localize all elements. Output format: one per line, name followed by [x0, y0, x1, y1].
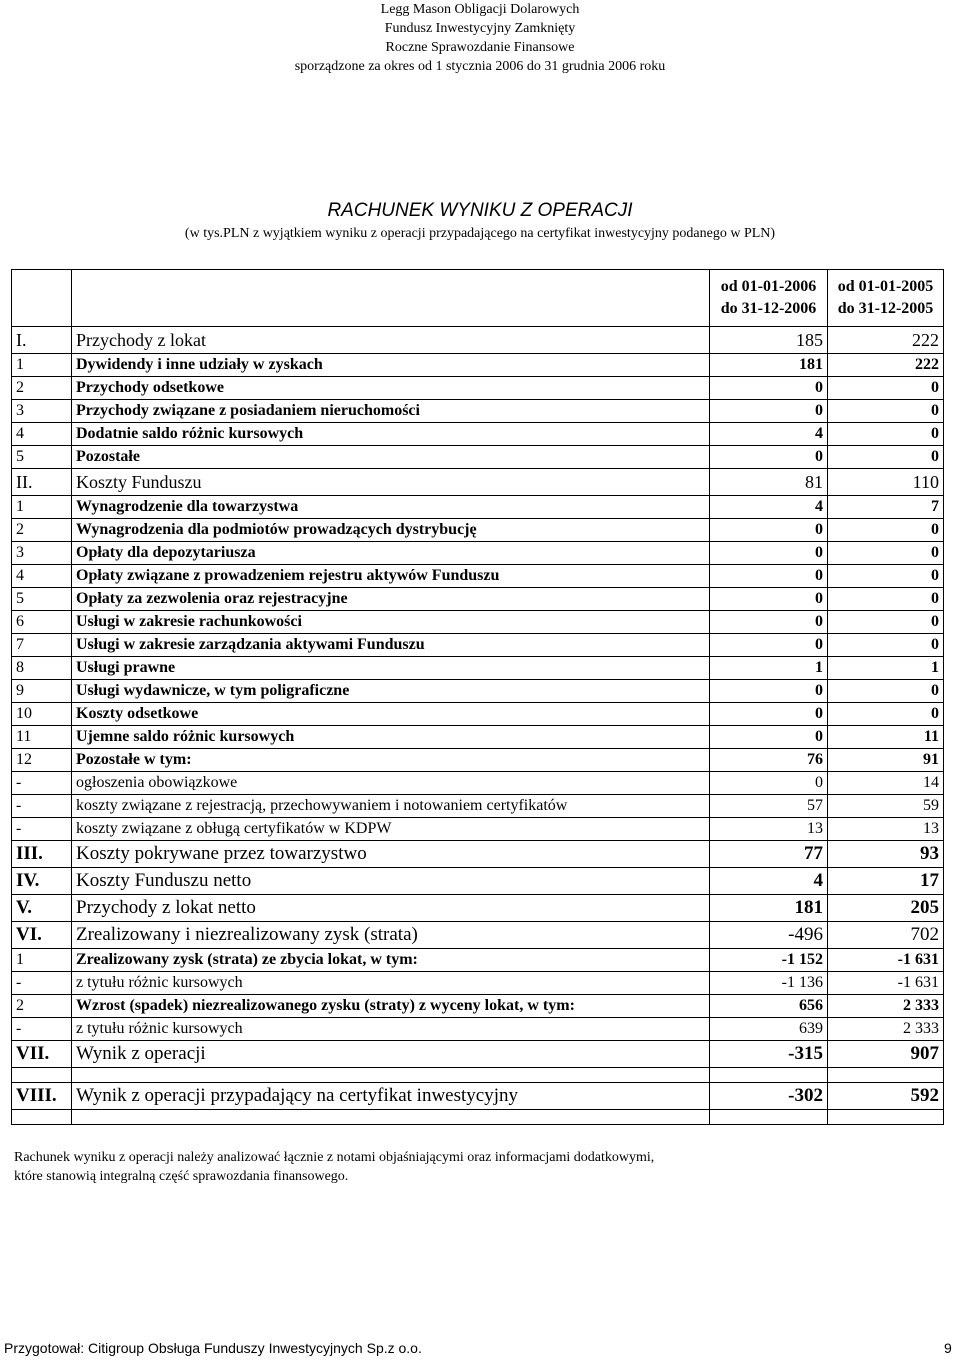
row-number: 2 — [12, 377, 72, 400]
row-label: Usługi wydawnicze, w tym poligraficzne — [72, 680, 710, 703]
value-2005: 222 — [828, 354, 944, 377]
value-2006: 656 — [710, 995, 828, 1018]
value-2005: 0 — [828, 588, 944, 611]
statement-row — [12, 818, 944, 841]
row-number: 10 — [12, 703, 72, 726]
statement-row — [12, 949, 944, 972]
statement-row — [12, 377, 944, 400]
value-2005: 11 — [828, 726, 944, 749]
row-number: 2 — [12, 519, 72, 542]
value-2005: 205 — [828, 895, 944, 922]
row-label: Wzrost (spadek) niezrealizowanego zysku (straty) z wyceny lokat, w tym: — [72, 995, 710, 1018]
statement-subtitle: (w tys.PLN z wyjątkiem wyniku z operacji przypadającego na certyfikat inwestycyjny podanego w PLN) — [184, 226, 776, 241]
statement-row — [12, 995, 944, 1018]
row-number: I. — [12, 327, 72, 354]
statement-row — [12, 469, 944, 496]
row-label: ogłoszenia obowiązkowe — [72, 772, 710, 795]
value-2005: 1 — [828, 657, 944, 680]
row-label: Ujemne saldo różnic kursowych — [72, 726, 710, 749]
statement-row — [12, 772, 944, 795]
value-2006: 81 — [710, 469, 828, 496]
row-label: Usługi w zakresie zarządzania aktywami Funduszu — [72, 634, 710, 657]
value-2005: 0 — [828, 565, 944, 588]
value-2006: 0 — [710, 680, 828, 703]
row-number: VIII. — [12, 1083, 72, 1110]
row-label: Koszty Funduszu — [72, 469, 710, 496]
row-label: Usługi prawne — [72, 657, 710, 680]
row-label: Usługi w zakresie rachunkowości — [72, 611, 710, 634]
value-2005: 0 — [828, 423, 944, 446]
value-2006: 0 — [710, 634, 828, 657]
statement-row — [12, 868, 944, 895]
row-number: 11 — [12, 726, 72, 749]
value-2006: 0 — [710, 400, 828, 423]
statement-row — [12, 749, 944, 772]
value-2005: 13 — [828, 818, 944, 841]
statement-row — [12, 726, 944, 749]
row-number: 7 — [12, 634, 72, 657]
row-number: 4 — [12, 565, 72, 588]
row-label: Koszty pokrywane przez towarzystwo — [72, 841, 710, 868]
value-2006: 76 — [710, 749, 828, 772]
statement-row — [12, 327, 944, 354]
row-label: Zrealizowany i niezrealizowany zysk (strata) — [72, 922, 710, 949]
spacer-row — [12, 1068, 944, 1083]
row-number: 2 — [12, 995, 72, 1018]
document-header — [200, 0, 760, 76]
value-2006: -1 152 — [710, 949, 828, 972]
row-label: Wynagrodzenie dla towarzystwa — [72, 496, 710, 519]
value-2006: 0 — [710, 772, 828, 795]
value-2006: 0 — [710, 565, 828, 588]
spacer-row — [12, 1110, 944, 1125]
value-2005: 0 — [828, 611, 944, 634]
row-label: Przychody z lokat — [72, 327, 710, 354]
statement-row — [12, 588, 944, 611]
statement-row — [12, 703, 944, 726]
column-header-row — [12, 270, 944, 327]
value-2005: -1 631 — [828, 972, 944, 995]
footer-page-number: 9 — [944, 1340, 952, 1356]
value-2006: 0 — [710, 726, 828, 749]
row-label: koszty związane z obługą certyfikatów w KDPW — [72, 818, 710, 841]
row-label: z tytułu różnic kursowych — [72, 1018, 710, 1041]
value-2005: 0 — [828, 703, 944, 726]
row-label: Zrealizowany zysk (strata) ze zbycia lokat, w tym: — [72, 949, 710, 972]
statement-row — [12, 542, 944, 565]
value-2005: 592 — [828, 1083, 944, 1110]
value-2005: 93 — [828, 841, 944, 868]
row-number: 12 — [12, 749, 72, 772]
value-2005: 0 — [828, 400, 944, 423]
row-number: IV. — [12, 868, 72, 895]
value-2005: 2 333 — [828, 1018, 944, 1041]
statement-title: RACHUNEK WYNIKU Z OPERACJI — [327, 200, 633, 221]
value-2006: 0 — [710, 588, 828, 611]
footnote — [14, 1148, 774, 1186]
row-number: - — [12, 972, 72, 995]
row-label: Opłaty dla depozytariusza — [72, 542, 710, 565]
row-label: Pozostałe — [72, 446, 710, 469]
row-number: - — [12, 1018, 72, 1041]
value-2005: 907 — [828, 1041, 944, 1068]
value-2006: 1 — [710, 657, 828, 680]
statement-row — [12, 634, 944, 657]
row-number: 3 — [12, 542, 72, 565]
fund-type: Fundusz Inwestycyjny Zamknięty — [384, 21, 576, 36]
statement-row — [12, 1041, 944, 1068]
row-number: III. — [12, 841, 72, 868]
value-2006: 181 — [710, 895, 828, 922]
value-2006: 4 — [710, 496, 828, 519]
row-number: 5 — [12, 588, 72, 611]
value-2005: 110 — [828, 469, 944, 496]
value-2006: 0 — [710, 377, 828, 400]
row-number: 1 — [12, 949, 72, 972]
row-number: 1 — [12, 354, 72, 377]
row-label: z tytułu różnic kursowych — [72, 972, 710, 995]
row-number: V. — [12, 895, 72, 922]
statement-row — [12, 423, 944, 446]
value-2005: 91 — [828, 749, 944, 772]
value-2005: -1 631 — [828, 949, 944, 972]
statement-row — [12, 972, 944, 995]
row-number: - — [12, 818, 72, 841]
row-number: 6 — [12, 611, 72, 634]
statement-row — [12, 400, 944, 423]
value-2006: 0 — [710, 703, 828, 726]
profit-loss-table — [11, 269, 944, 1125]
value-2005: 222 — [828, 327, 944, 354]
row-label: Wynik z operacji — [72, 1041, 710, 1068]
value-2005: 0 — [828, 542, 944, 565]
row-label: Przychody z lokat netto — [72, 895, 710, 922]
statement-row — [12, 895, 944, 922]
statement-row — [12, 841, 944, 868]
value-2006: 0 — [710, 542, 828, 565]
value-2005: 7 — [828, 496, 944, 519]
row-label: Przychody związane z posiadaniem nieruchomości — [72, 400, 710, 423]
row-label: koszty związane z rejestracją, przechowywaniem i notowaniem certyfikatów — [72, 795, 710, 818]
value-2006: -496 — [710, 922, 828, 949]
statement-row — [12, 680, 944, 703]
row-label: Wynagrodzenia dla podmiotów prowadzących dystrybucję — [72, 519, 710, 542]
fund-name: Legg Mason Obligacji Dolarowych — [380, 2, 580, 17]
row-label: Koszty Funduszu netto — [72, 868, 710, 895]
row-number: 9 — [12, 680, 72, 703]
value-2005: 0 — [828, 446, 944, 469]
value-2005: 17 — [828, 868, 944, 895]
row-label: Przychody odsetkowe — [72, 377, 710, 400]
footer-prepared-by: Przygotował: Citigroup Obsługa Funduszy Inwestycyjnych Sp.z o.o. — [4, 1340, 422, 1356]
row-number: - — [12, 772, 72, 795]
value-2005: 0 — [828, 680, 944, 703]
statement-row — [12, 1018, 944, 1041]
footnote-line-2: które stanowią integralną część sprawozdania finansowego. — [14, 1169, 349, 1184]
column-header-2006: od 01-01-2006 do 31-12-2006 — [710, 270, 828, 327]
row-number: - — [12, 795, 72, 818]
statement-row — [12, 657, 944, 680]
row-label: Dywidendy i inne udziały w zyskach — [72, 354, 710, 377]
value-2006: 4 — [710, 423, 828, 446]
row-label: Pozostałe w tym: — [72, 749, 710, 772]
statement-row — [12, 611, 944, 634]
report-period: sporządzone za okres od 1 stycznia 2006 do 31 grudnia 2006 roku — [294, 59, 666, 74]
column-header-2005: od 01-01-2005 do 31-12-2005 — [828, 270, 944, 327]
value-2005: 0 — [828, 519, 944, 542]
value-2006: 0 — [710, 611, 828, 634]
row-number: 3 — [12, 400, 72, 423]
row-number: 1 — [12, 496, 72, 519]
value-2006: 185 — [710, 327, 828, 354]
value-2006: -1 136 — [710, 972, 828, 995]
statement-row — [12, 354, 944, 377]
statement-row — [12, 565, 944, 588]
statement-row — [12, 922, 944, 949]
statement-row — [12, 496, 944, 519]
value-2006: -302 — [710, 1083, 828, 1110]
row-number: 5 — [12, 446, 72, 469]
row-label: Wynik z operacji przypadający na certyfikat inwestycyjny — [72, 1083, 710, 1110]
row-label: Koszty odsetkowe — [72, 703, 710, 726]
row-number: VI. — [12, 922, 72, 949]
value-2005: 14 — [828, 772, 944, 795]
value-2006: 4 — [710, 868, 828, 895]
statement-row — [12, 519, 944, 542]
value-2006: 77 — [710, 841, 828, 868]
statement-row — [12, 446, 944, 469]
value-2006: 57 — [710, 795, 828, 818]
value-2006: 0 — [710, 446, 828, 469]
value-2006: -315 — [710, 1041, 828, 1068]
value-2006: 13 — [710, 818, 828, 841]
value-2006: 181 — [710, 354, 828, 377]
row-number: 8 — [12, 657, 72, 680]
value-2006: 639 — [710, 1018, 828, 1041]
report-name: Roczne Sprawozdanie Finansowe — [385, 40, 575, 55]
row-label: Dodatnie saldo różnic kursowych — [72, 423, 710, 446]
row-label: Opłaty związane z prowadzeniem rejestru aktywów Funduszu — [72, 565, 710, 588]
footnote-line-1: Rachunek wyniku z operacji należy analizować łącznie z notami objaśniającymi oraz informacjami dodatkowymi, — [14, 1150, 655, 1165]
row-label: Opłaty za zezwolenia oraz rejestracyjne — [72, 588, 710, 611]
statement-row — [12, 1083, 944, 1110]
value-2005: 702 — [828, 922, 944, 949]
value-2006: 0 — [710, 519, 828, 542]
row-number: VII. — [12, 1041, 72, 1068]
value-2005: 0 — [828, 377, 944, 400]
value-2005: 0 — [828, 634, 944, 657]
value-2005: 2 333 — [828, 995, 944, 1018]
statement-row — [12, 795, 944, 818]
row-number: 4 — [12, 423, 72, 446]
row-number: II. — [12, 469, 72, 496]
value-2005: 59 — [828, 795, 944, 818]
